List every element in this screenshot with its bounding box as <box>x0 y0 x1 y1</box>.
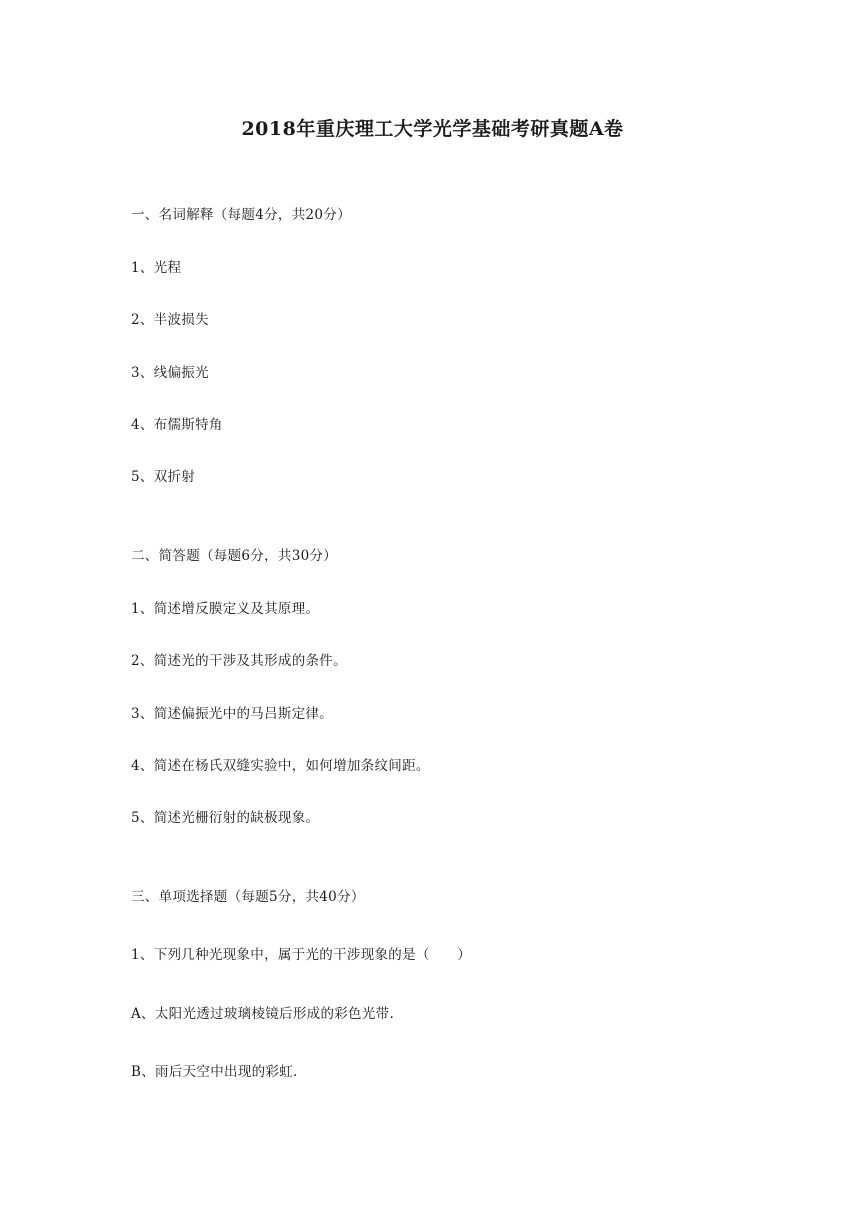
section-heading-multiple-choice: 三、单项选择题（每题5分，共40分） <box>131 889 365 905</box>
short-answer-item: 5、简述光栅衍射的缺极现象。 <box>131 810 320 826</box>
page-title: 2018年重庆理工大学光学基础考研真题A卷 <box>241 118 624 140</box>
term-item: 2、半波损失 <box>131 312 209 328</box>
short-answer-item: 2、简述光的干涉及其形成的条件。 <box>131 653 347 669</box>
question-stem: 1、下列几种光现象中，属于光的干涉现象的是（ ） <box>131 947 472 963</box>
short-answer-item: 1、简述增反膜定义及其原理。 <box>131 601 320 617</box>
term-item: 1、光程 <box>131 260 182 276</box>
short-answer-item: 4、简述在杨氏双缝实验中，如何增加条纹间距。 <box>131 758 430 774</box>
section-heading-terms: 一、名词解释（每题4分，共20分） <box>131 207 351 223</box>
term-item: 4、布儒斯特角 <box>131 417 223 433</box>
term-item: 3、线偏振光 <box>131 365 209 381</box>
term-item: 5、双折射 <box>131 469 196 485</box>
option-a: A、太阳光透过玻璃棱镜后形成的彩色光带. <box>131 1006 395 1022</box>
short-answer-item: 3、简述偏振光中的马吕斯定律。 <box>131 706 334 722</box>
option-b: B、雨后天空中出现的彩虹. <box>131 1064 298 1080</box>
section-heading-short-answer: 二、简答题（每题6分，共30分） <box>131 548 338 564</box>
